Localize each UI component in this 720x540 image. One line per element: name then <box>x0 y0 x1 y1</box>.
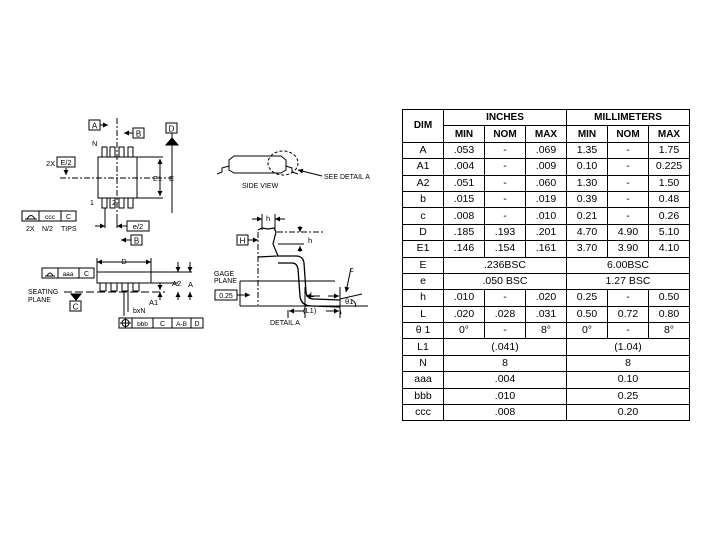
bbb-label: bbb <box>137 321 148 328</box>
value-cell: .154 <box>485 241 526 257</box>
value-cell: .008 <box>444 208 485 224</box>
value-cell: .031 <box>526 306 567 322</box>
value-cell: .004 <box>444 159 485 175</box>
inches-span-cell: .010 <box>444 388 567 404</box>
dim-header: DIM <box>403 110 444 143</box>
gage-plane-label-1: GAGE <box>214 271 235 278</box>
datum-a-label: A <box>91 121 98 131</box>
dim-cell: E <box>403 257 444 273</box>
value-cell: 3.70 <box>567 241 608 257</box>
inches-span-cell: .236BSC <box>444 257 567 273</box>
value-cell: .019 <box>526 191 567 207</box>
mm-span-cell: 8 <box>567 355 690 371</box>
dim-cell: h <box>403 290 444 306</box>
value-cell: - <box>608 159 649 175</box>
tips-label: TIPS <box>61 226 77 233</box>
dim-cell: L1 <box>403 339 444 355</box>
value-cell: - <box>485 191 526 207</box>
bbb-datum-2: A-B <box>176 321 187 328</box>
dim-cell: ccc <box>403 405 444 421</box>
datum-h-label: H <box>239 236 246 246</box>
table-row <box>403 208 690 224</box>
value-cell: .020 <box>444 306 485 322</box>
dim-cell: θ 1 <box>403 323 444 339</box>
half-e-count: 2X <box>46 159 56 168</box>
value-cell: 4.90 <box>608 224 649 240</box>
dimension-table <box>402 109 690 421</box>
c-label: c <box>350 265 354 274</box>
table-row <box>403 159 690 175</box>
a2-label: A2 <box>172 279 182 288</box>
inches-header: INCHES <box>444 110 567 126</box>
gage-plane-label-2: PLANE <box>214 278 237 285</box>
table-row <box>403 142 690 158</box>
table-row <box>403 290 690 306</box>
value-cell: .051 <box>444 175 485 191</box>
value-cell: .193 <box>485 224 526 240</box>
value-cell: .020 <box>526 290 567 306</box>
table-row <box>403 224 690 240</box>
value-cell: - <box>485 290 526 306</box>
table-row <box>403 355 690 371</box>
dim-cell: b <box>403 191 444 207</box>
table-row <box>403 273 690 289</box>
value-cell: .015 <box>444 191 485 207</box>
value-cell: 0.48 <box>649 191 690 207</box>
value-cell: .053 <box>444 142 485 158</box>
value-cell: - <box>608 208 649 224</box>
mm-span-cell: 0.10 <box>567 372 690 388</box>
mm-span-cell: (1.04) <box>567 339 690 355</box>
value-cell: 0° <box>567 323 608 339</box>
table-row <box>403 191 690 207</box>
e1-label: E1 <box>153 174 163 183</box>
pin-1-label: 1 <box>90 200 94 207</box>
value-cell: 0.10 <box>567 159 608 175</box>
dim-cell: A <box>403 142 444 158</box>
dimension-rows <box>403 142 690 421</box>
aaa-datum: C <box>83 271 90 278</box>
value-cell: 3.90 <box>608 241 649 257</box>
value-cell: 0.26 <box>649 208 690 224</box>
value-cell: .060 <box>526 175 567 191</box>
value-cell: - <box>485 159 526 175</box>
subheader-inch-max: MAX <box>526 126 567 142</box>
dim-cell: N <box>403 355 444 371</box>
value-cell: 0.39 <box>567 191 608 207</box>
seating-plane-label-2: PLANE <box>28 297 51 304</box>
value-cell: .010 <box>526 208 567 224</box>
bxn-label: bxN <box>133 308 146 315</box>
table-row <box>403 339 690 355</box>
value-cell: - <box>485 142 526 158</box>
table-row <box>403 388 690 404</box>
value-cell: .185 <box>444 224 485 240</box>
datum-c-label: C <box>72 302 79 312</box>
dim-cell: e <box>403 273 444 289</box>
value-cell: - <box>608 175 649 191</box>
value-cell: 4.10 <box>649 241 690 257</box>
value-cell: 0.50 <box>567 306 608 322</box>
d-label: D <box>121 257 127 266</box>
value-cell: 0.225 <box>649 159 690 175</box>
dim-cell: L <box>403 306 444 322</box>
value-cell: 5.10 <box>649 224 690 240</box>
mm-span-cell: 1.27 BSC <box>567 273 690 289</box>
bbb-datum-3: D <box>194 321 200 328</box>
table-row <box>403 372 690 388</box>
value-cell: 0.50 <box>649 290 690 306</box>
inches-span-cell: .050 BSC <box>444 273 567 289</box>
value-cell: 0° <box>444 323 485 339</box>
value-cell: 1.50 <box>649 175 690 191</box>
table-row <box>403 323 690 339</box>
h-dim-right: h <box>308 236 313 245</box>
dim-cell: A1 <box>403 159 444 175</box>
e-label: E <box>169 174 175 183</box>
mm-span-cell: 6.00BSC <box>567 257 690 273</box>
value-cell: .201 <box>526 224 567 240</box>
tips-n: N/2 <box>42 226 53 233</box>
aaa-label: aaa <box>62 271 74 278</box>
bbb-datum-1: C <box>159 321 166 328</box>
a-label: A <box>188 280 194 289</box>
mm-header: MILLIMETERS <box>567 110 690 126</box>
dim-cell: c <box>403 208 444 224</box>
value-cell: 0.80 <box>649 306 690 322</box>
inches-span-cell: 8 <box>444 355 567 371</box>
datum-d-label: D <box>168 124 175 134</box>
value-cell: 8° <box>526 323 567 339</box>
l1-label: (L1) <box>303 306 317 315</box>
value-cell: 0.21 <box>567 208 608 224</box>
value-cell: - <box>608 290 649 306</box>
dim-cell: D <box>403 224 444 240</box>
theta-label: θ1 <box>345 297 354 306</box>
a1-label: A1 <box>149 298 159 307</box>
mm-span-cell: 0.25 <box>567 388 690 404</box>
value-cell: - <box>608 142 649 158</box>
value-cell: .069 <box>526 142 567 158</box>
subheader-mm-max: MAX <box>649 126 690 142</box>
front-view <box>28 257 203 328</box>
gauge-value: 0.25 <box>219 293 233 300</box>
value-cell: 1.75 <box>649 142 690 158</box>
subheader-mm-nom: NOM <box>608 126 649 142</box>
subheader-inch-nom: NOM <box>485 126 526 142</box>
subheader-mm-min: MIN <box>567 126 608 142</box>
subheader-inch-min: MIN <box>444 126 485 142</box>
dim-cell: A2 <box>403 175 444 191</box>
package-body-front <box>97 272 151 283</box>
value-cell: 0.72 <box>608 306 649 322</box>
pin-n-label: N <box>92 139 98 148</box>
value-cell: 0.25 <box>567 290 608 306</box>
pin-2-label: 2 <box>112 200 116 207</box>
dim-cell: aaa <box>403 372 444 388</box>
value-cell: - <box>608 191 649 207</box>
e-half-pitch-label: e/2 <box>132 222 144 231</box>
ccc-label: ccc <box>45 214 55 221</box>
top-view <box>22 118 178 246</box>
value-cell: 8° <box>649 323 690 339</box>
detail-a <box>214 214 368 327</box>
side-view-label: SIDE VIEW <box>242 183 279 190</box>
inches-span-cell: (.041) <box>444 339 567 355</box>
h-dim-top: h <box>266 214 271 223</box>
value-cell: .146 <box>444 241 485 257</box>
value-cell: .028 <box>485 306 526 322</box>
dim-cell: E1 <box>403 241 444 257</box>
seating-plane-label-1: SEATING <box>28 289 59 296</box>
table-row <box>403 175 690 191</box>
value-cell: 1.35 <box>567 142 608 158</box>
ccc-datum: C <box>65 214 72 221</box>
inches-span-cell: .004 <box>444 372 567 388</box>
half-e-label: E/2 <box>60 158 72 167</box>
table-row <box>403 257 690 273</box>
value-cell: - <box>485 208 526 224</box>
detail-a-label: DETAIL A <box>270 320 300 327</box>
value-cell: - <box>485 323 526 339</box>
l-label: L <box>310 290 315 299</box>
see-detail-label: SEE DETAIL A <box>324 174 370 181</box>
value-cell: .009 <box>526 159 567 175</box>
value-cell: 1.30 <box>567 175 608 191</box>
side-view <box>217 151 370 190</box>
value-cell: - <box>608 323 649 339</box>
value-cell: .010 <box>444 290 485 306</box>
inches-span-cell: .008 <box>444 405 567 421</box>
datum-b-label-top: B <box>135 129 142 139</box>
tips-count: 2X <box>26 226 35 233</box>
table-row <box>403 241 690 257</box>
table-row <box>403 306 690 322</box>
datum-b-label-bottom: B <box>133 236 140 246</box>
value-cell: - <box>485 175 526 191</box>
value-cell: 4.70 <box>567 224 608 240</box>
dim-cell: bbb <box>403 388 444 404</box>
table-row <box>403 405 690 421</box>
mm-span-cell: 0.20 <box>567 405 690 421</box>
value-cell: .161 <box>526 241 567 257</box>
